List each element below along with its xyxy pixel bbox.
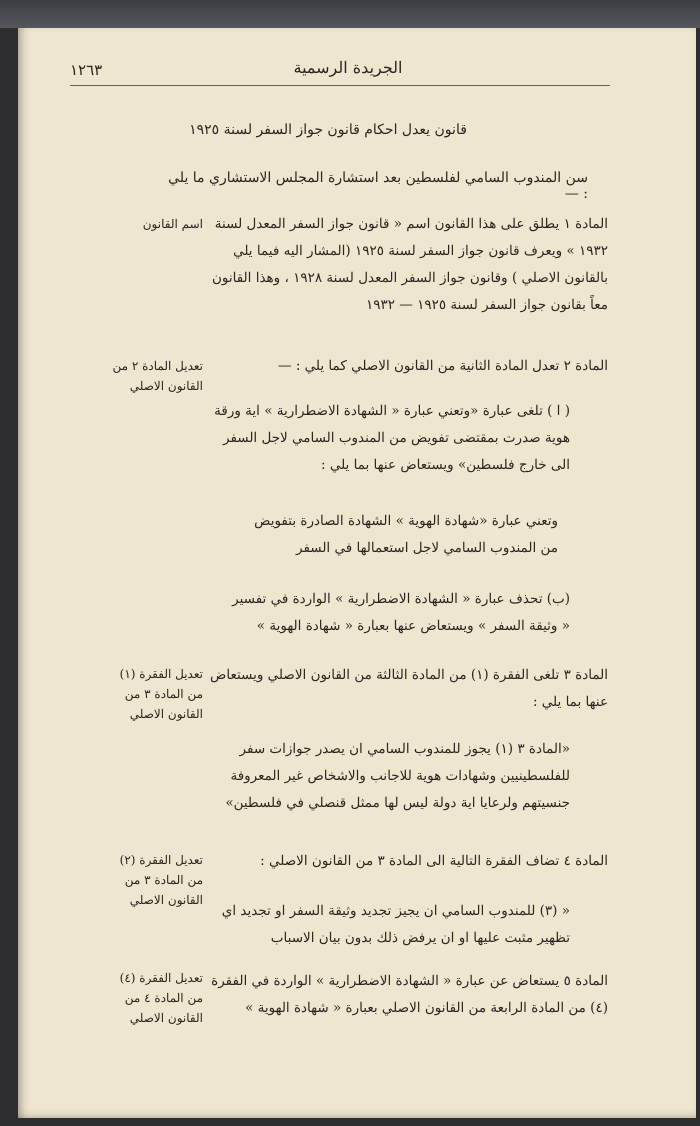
- margin-note-line: من المادة ٤ من: [124, 991, 203, 1005]
- section-2-quote: [168, 508, 558, 562]
- section-4-quote: [130, 898, 570, 952]
- section-5-line: (٤) من المادة الرابعة من القانون الاصلي بعبارة « شهادة الهوية »: [245, 1000, 608, 1016]
- section-4-intro-line: المادة ٤ تضاف الفقرة التالية الى المادة ٣ من القانون الاصلي :: [260, 853, 608, 869]
- margin-note-line: من المادة ٣ من: [124, 873, 203, 887]
- section-3-intro: [128, 662, 608, 716]
- enacting-clause: سن المندوب السامي لفلسطين بعد استشارة المجلس الاستشاري ما يلي : —: [168, 170, 588, 202]
- gazette-page: [18, 28, 696, 1118]
- margin-note-line: تعديل الفقرة (٢): [119, 853, 203, 867]
- clause-b-line: « وثيقة السفر » ويستعاض عنها بعبارة « شهادة الهوية »: [256, 618, 570, 634]
- quote-line: «المادة ٣ (١) يجوز للمندوب السامي ان يصدر جوازات سفر: [239, 741, 570, 757]
- margin-note-line: تعديل الفقرة (٤): [119, 971, 203, 985]
- quote-line: « (٣) للمندوب السامي ان يجيز تجديد وثيقة السفر او تجديد اي: [221, 903, 570, 919]
- section-2-intro-line: المادة ٢ تعدل المادة الثانية من القانون الاصلي كما يلي : —: [278, 358, 608, 374]
- section-3-quote: [130, 736, 570, 817]
- section-2-clause-b: [130, 586, 570, 640]
- page-number: ١٢٦٣: [70, 61, 103, 79]
- section-1-line: ١٩٣٢ » ويعرف قانون جواز السفر لسنة ١٩٢٥ (المشار اليه فيما يلي: [233, 243, 608, 259]
- section-2-clause-a: [130, 398, 570, 479]
- section-5: [128, 968, 608, 1022]
- page-header-title: الجريدة الرسمية: [293, 58, 403, 77]
- header-divider: [70, 85, 610, 86]
- section-2-intro: [128, 353, 608, 380]
- margin-note-line: القانون الاصلي: [129, 1011, 203, 1025]
- margin-note-line: القانون الاصلي: [129, 707, 203, 721]
- quote-line: وتعني عبارة «شهادة الهوية » الشهادة الصادرة بتفويض: [254, 513, 558, 529]
- law-title: قانون يعدل احكام قانون جواز السفر لسنة ١٩٢٥: [189, 122, 467, 138]
- section-4-intro: [128, 848, 608, 875]
- section-3-intro-line: عنها بما يلي :: [532, 694, 608, 710]
- section-5-line: المادة ٥ يستعاض عن عبارة « الشهادة الاضطرارية » الواردة في الفقرة: [211, 973, 608, 989]
- quote-line: تظهير مثبت عليها او ان يرفض ذلك بدون بيان الاسباب: [270, 930, 570, 946]
- section-1-line: المادة ١ يطلق على هذا القانون اسم « قانون جواز السفر المعدل لسنة: [214, 216, 608, 232]
- margin-note-line: تعديل الفقرة (١): [119, 667, 203, 681]
- clause-a-line: الى خارج فلسطين» ويستعاض عنها بما يلي :: [320, 457, 570, 473]
- margin-note-line: القانون الاصلي: [129, 893, 203, 907]
- margin-note-line: تعديل المادة ٢ من: [112, 359, 203, 373]
- section-1-line: بالقانون الاصلي ) وقانون جواز السفر المعدل لسنة ١٩٢٨ ، وهذا القانون: [211, 270, 608, 286]
- margin-note-line: من المادة ٣ من: [124, 687, 203, 701]
- section-1: [128, 211, 608, 319]
- clause-a-line: هوية صدرت بمقتضى تفويض من المندوب السامي لاجل السفر: [223, 430, 570, 446]
- quote-line: من المندوب السامي لاجل استعمالها في السفر: [296, 540, 558, 556]
- section-1-line: معاً بقانون جواز السفر لسنة ١٩٢٥ — ١٩٣٢: [365, 297, 608, 313]
- book-binding: [0, 0, 700, 28]
- clause-b-line: (ب) تحذف عبارة « الشهادة الاضطرارية » الواردة في تفسير: [232, 591, 570, 607]
- clause-a-line: ( ا ) تلغى عبارة «وتعني عبارة « الشهادة الاضطرارية » اية ورقة: [214, 403, 570, 419]
- quote-line: للفلسطينيين وشهادات هوية للاجانب والاشخاص غير المعروفة: [230, 768, 570, 784]
- section-3-intro-line: المادة ٣ تلغى الفقرة (١) من المادة الثالثة من القانون الاصلي ويستعاض: [210, 667, 608, 683]
- margin-note-line: القانون الاصلي: [129, 379, 203, 393]
- quote-line: جنسيتهم ولرعايا اية دولة ليس لها ممثل قنصلي في فلسطين»: [225, 795, 570, 811]
- margin-note-line: اسم القانون: [142, 217, 203, 231]
